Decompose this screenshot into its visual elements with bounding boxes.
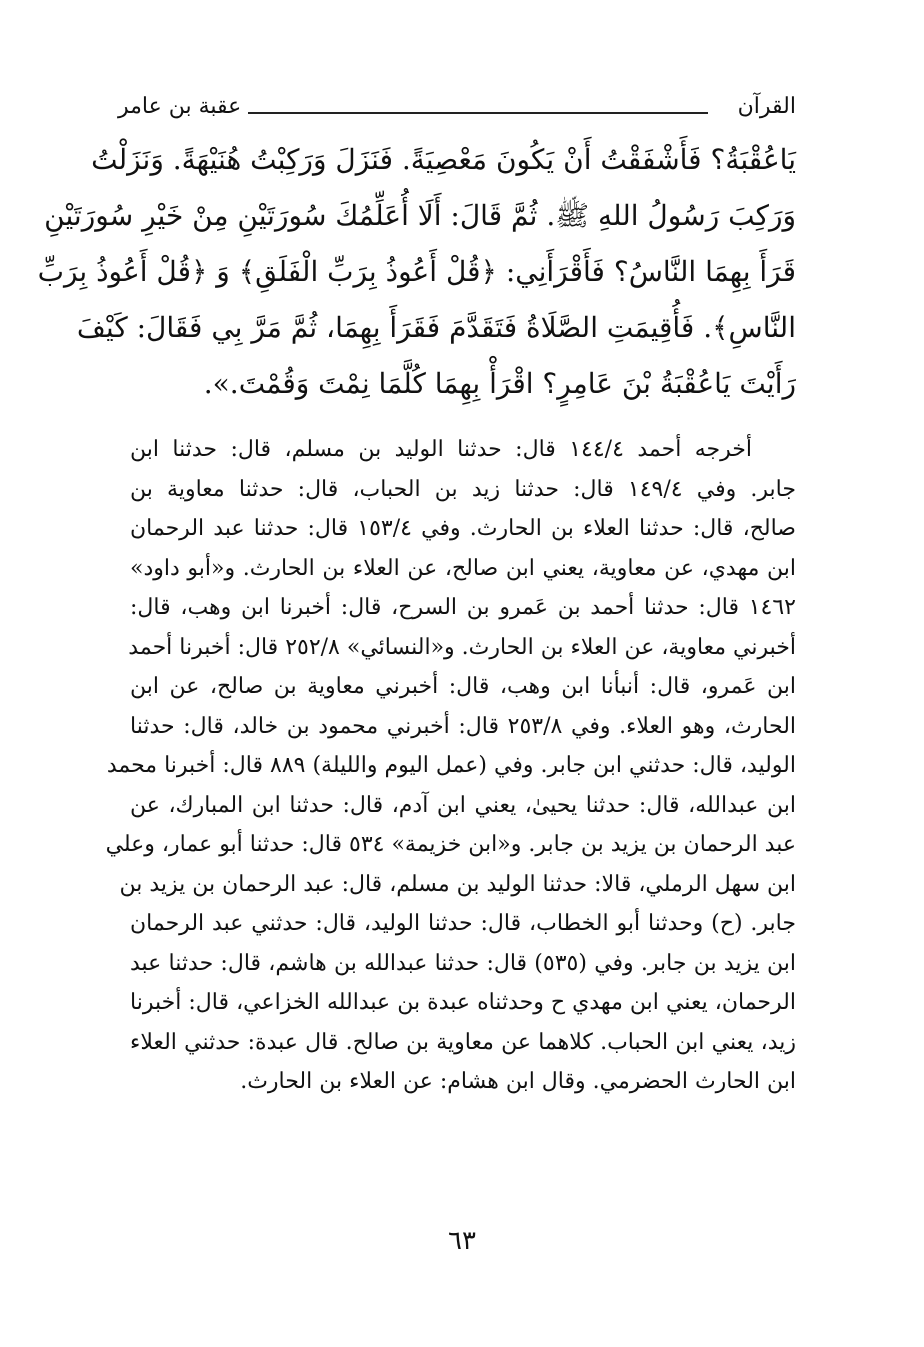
note-line: ١٤٦٢ قال: حدثنا أحمد بن عَمرو بن السرح، قال: أخبرنا ابن وهب، قال: [130, 595, 796, 620]
hadith-line: وَرَكِبَ رَسُولُ اللهِ ﷺ. ثُمَّ قَالَ: أَلَا أُعَلِّمُكَ سُورَتَيْنِ مِنْ خَيْرِ سُورَتَيْنِ [44, 199, 796, 232]
note-line: ابن مهدي، عن معاوية، يعني ابن صالح، عن العلاء بن الحارث. و«أبو داود» [130, 555, 796, 581]
hadith-line: رَأَيْتَ يَاعُقْبَةُ بْنَ عَامِرٍ؟ اقْرَأْ بِهِمَا كُلَّمَا نِمْتَ وَقُمْتَ.». [203, 367, 796, 400]
header-section-title: القرآن [737, 94, 796, 119]
header-rule [248, 112, 708, 114]
hadith-text [37, 132, 796, 412]
note-line: أخبرني معاوية، عن العلاء بن الحارث. و«النسائي» ٢٥٢/٨ قال: أخبرنا أحمد [128, 634, 796, 660]
note-line: ابن عَمرو، قال: أنبأنا ابن وهب، قال: أخبرني معاوية بن صالح، عن ابن [130, 674, 796, 699]
note-line: ابن سهل الرملي، قالا: حدثنا الوليد بن مسلم، قال: عبد الرحمان بن يزيد بن [119, 871, 796, 897]
note-line: ابن يزيد بن جابر. وفي (٥٣٥) قال: حدثنا عبدالله بن هاشم، قال: حدثنا عبد [130, 950, 797, 976]
note-line: ابن عبدالله، قال: حدثنا يحيىٰ، يعني ابن آدم، قال: حدثنا ابن المبارك، عن [130, 792, 796, 818]
note-line: صالح، قال: حدثنا العلاء بن الحارث. وفي ١٥٣/٤ قال: حدثنا عبد الرحمان [130, 516, 796, 541]
note-line: الوليد، قال: حدثني ابن جابر. وفي (عمل اليوم والليلة) ٨٨٩ قال: أخبرنا محمد [106, 753, 796, 778]
note-line: زيد، يعني ابن الحباب. كلاهما عن معاوية بن صالح. قال عبدة: حدثني العلاء [130, 1029, 796, 1055]
hadith-line: قَرَأَ بِهِمَا النَّاسُ؟ فَأَقْرَأَنِي: ﴿قُلْ أَعُوذُ بِرَبِّ الْفَلَقِ﴾ وَ ﴿قُلْ أَعُوذُ بِرَبِّ [37, 255, 796, 288]
note-line: عبد الرحمان بن يزيد بن جابر. و«ابن خزيمة» ٥٣٤ قال: حدثنا أبو عمار، وعلي [105, 832, 796, 857]
note-line: الحارث، وهو العلاء. وفي ٢٥٣/٨ قال: أخبرني محمود بن خالد، قال: حدثنا [130, 713, 797, 739]
note-line: جابر. (ح) وحدثنا أبو الخطاب، قال: حدثنا الوليد، قال: حدثني عبد الرحمان [130, 911, 796, 936]
hadith-line: النَّاسِ﴾. فَأُقِيمَتِ الصَّلَاةُ فَتَقَدَّمَ فَقَرَأَ بِهِمَا، ثُمَّ مَرَّ بِي فَقَالَ: كَيْفَ [76, 311, 796, 344]
header-chapter-name: عقبة بن عامر [118, 94, 242, 119]
note-line: الرحمان، يعني ابن مهدي ح وحدثناه عبدة بن عبدالله الخزاعي، قال: أخبرنا [130, 990, 796, 1015]
note-line: جابر. وفي ١٤٩/٤ قال: حدثنا زيد بن الحباب، قال: حدثنا معاوية بن [130, 476, 796, 502]
note-line: أخرجه أحمد ١٤٤/٤ قال: حدثنا الوليد بن مسلم، قال: حدثنا ابن [130, 437, 752, 462]
note-line: ابن الحارث الحضرمي. وقال ابن هشام: عن العلاء بن الحارث. [240, 1069, 796, 1094]
running-header [118, 92, 796, 126]
hadith-line: يَاعُقْبَةُ؟ فَأَشْفَقْتُ أَنْ يَكُونَ مَعْصِيَةً. فَنَزَلَ وَرَكِبْتُ هُنَيْهَةً. وَنَزَلْتُ [91, 143, 796, 176]
page-number: ٦٣ [448, 1226, 476, 1256]
takhrij-notes [105, 430, 797, 1102]
